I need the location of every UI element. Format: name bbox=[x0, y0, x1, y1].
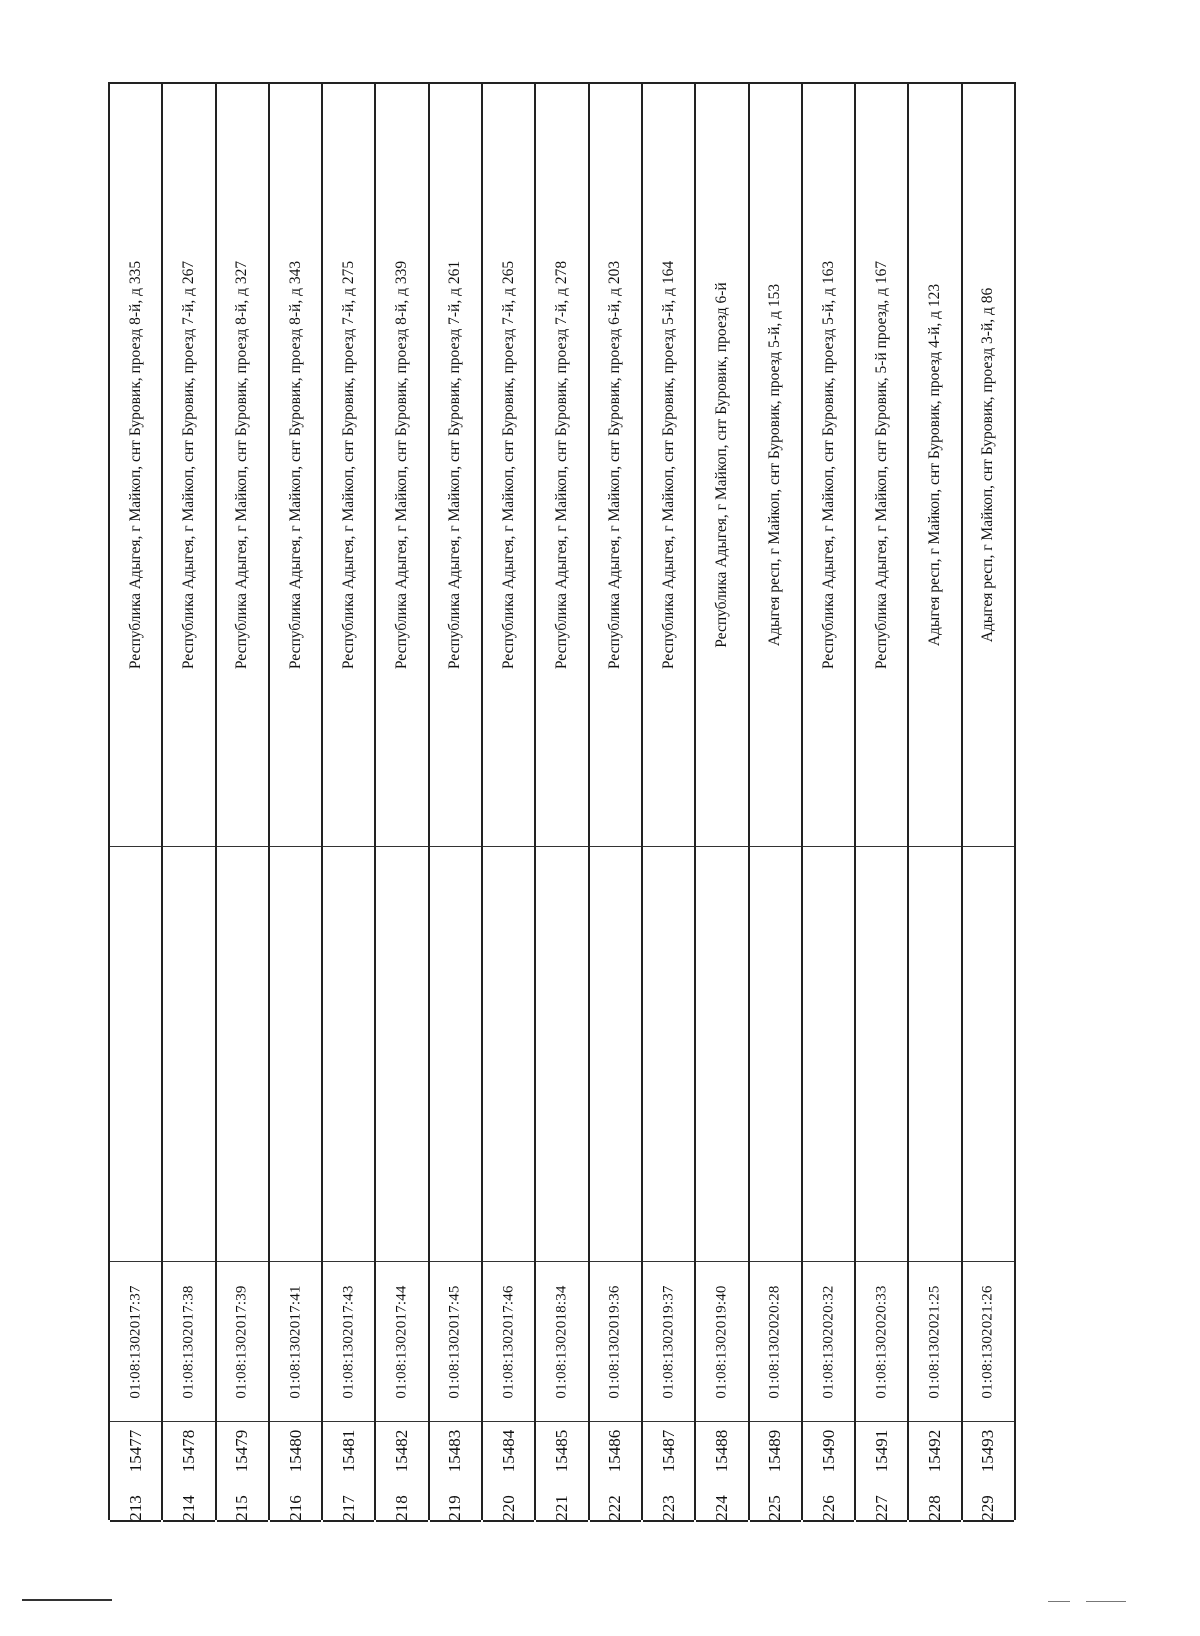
cadastral-number-cell bbox=[217, 1262, 268, 1422]
address-text: Республика Адыгея, г Майкоп, снт Буровик, проезд 7-й, д 261 bbox=[446, 260, 464, 670]
address-text: Республика Адыгея, г Майкоп, снт Буровик, проезд 6-й, д 203 bbox=[606, 260, 624, 670]
address-cell bbox=[750, 84, 801, 847]
cadastral-number-cell bbox=[963, 1262, 1014, 1422]
cadastral-number-cell bbox=[376, 1262, 427, 1422]
cadastral-number-text: 01:08:1302017:45 bbox=[446, 1284, 463, 1399]
object-id-cell bbox=[430, 1422, 481, 1522]
address-cell bbox=[909, 84, 960, 847]
cadastral-number-cell bbox=[536, 1262, 587, 1422]
cadastral-number-cell bbox=[163, 1262, 214, 1422]
row-number-text: 223 bbox=[658, 1495, 678, 1521]
address-cell bbox=[323, 84, 374, 847]
table-row bbox=[376, 84, 429, 1520]
row-number-text: 219 bbox=[445, 1495, 465, 1521]
object-id-text: 15482 bbox=[392, 1430, 412, 1473]
object-id-cell bbox=[803, 1422, 854, 1522]
address-cell bbox=[376, 84, 427, 847]
cadastral-number-text: 01:08:1302020:32 bbox=[820, 1284, 836, 1399]
table-row bbox=[696, 84, 749, 1520]
address-cell bbox=[856, 84, 907, 847]
row-number-text: 220 bbox=[498, 1495, 518, 1521]
cadastral-number-text: 01:08:1302020:33 bbox=[873, 1284, 890, 1399]
row-number-text: 229 bbox=[978, 1495, 998, 1521]
object-id-cell bbox=[909, 1422, 960, 1522]
row-number-text: 222 bbox=[605, 1495, 625, 1521]
empty-cell bbox=[643, 847, 694, 1262]
cadastral-number-text: 01:08:1302020:28 bbox=[766, 1284, 783, 1399]
cadastral-number-cell bbox=[803, 1262, 854, 1422]
object-id-cell bbox=[217, 1422, 268, 1522]
empty-cell bbox=[430, 847, 481, 1262]
address-cell bbox=[483, 84, 534, 847]
row-number-text: 216 bbox=[285, 1495, 305, 1521]
address-text: Республика Адыгея, г Майкоп, снт Буровик, проезд 7-й, д 275 bbox=[339, 260, 357, 670]
row-number-text: 218 bbox=[392, 1495, 412, 1521]
cadastral-number-cell bbox=[110, 1262, 161, 1422]
address-cell bbox=[270, 84, 321, 847]
table-row bbox=[909, 84, 962, 1520]
address-cell bbox=[803, 84, 854, 847]
address-cell bbox=[696, 84, 747, 847]
row-number-text: 226 bbox=[818, 1495, 838, 1521]
object-id-cell bbox=[643, 1422, 694, 1522]
scan-mark-bottom-right-2 bbox=[1086, 1601, 1126, 1602]
cadastral-number-cell bbox=[643, 1262, 694, 1422]
address-text: Республика Адыгея, г Майкоп, снт Буровик, 5-й проезд, д 167 bbox=[872, 260, 890, 670]
cadastral-number-text: 01:08:1302019:36 bbox=[606, 1284, 623, 1399]
address-text: Республика Адыгея, г Майкоп, снт Буровик, проезд 5-й, д 164 bbox=[659, 260, 677, 670]
cadastral-number-text: 01:08:1302017:41 bbox=[287, 1284, 304, 1399]
empty-cell bbox=[590, 847, 641, 1262]
address-text: Республика Адыгея, г Майкоп, снт Буровик, проезд 7-й, д 278 bbox=[553, 260, 571, 670]
empty-cell bbox=[483, 847, 534, 1262]
object-id-text: 15480 bbox=[285, 1430, 305, 1473]
object-id-text: 15486 bbox=[605, 1430, 625, 1473]
object-id-cell bbox=[110, 1422, 161, 1522]
empty-cell bbox=[536, 847, 587, 1262]
object-id-text: 15485 bbox=[552, 1430, 572, 1473]
empty-cell bbox=[750, 847, 801, 1262]
cadastral-number-text: 01:08:1302019:40 bbox=[713, 1284, 730, 1399]
address-text: Адыгея респ, г Майкоп, снт Буровик, проезд 3-й, д 86 bbox=[979, 287, 997, 643]
empty-cell bbox=[803, 847, 854, 1262]
cadastral-number-text: 01:08:1302021:25 bbox=[926, 1284, 943, 1399]
row-number-text: 217 bbox=[338, 1495, 358, 1521]
empty-cell bbox=[163, 847, 214, 1262]
table-row bbox=[750, 84, 803, 1520]
address-text: Республика Адыгея, г Майкоп, снт Буровик, проезд 8-й, д 339 bbox=[393, 260, 411, 670]
table-row bbox=[963, 84, 1016, 1520]
address-text: Республика Адыгея, г Майкоп, снт Буровик, проезд 6-й bbox=[712, 282, 730, 648]
object-id-cell bbox=[590, 1422, 641, 1522]
cadastral-number-cell bbox=[856, 1262, 907, 1422]
table-row bbox=[803, 84, 856, 1520]
cadastral-number-text: 01:08:1302017:39 bbox=[233, 1284, 250, 1399]
row-number-text: 213 bbox=[125, 1495, 145, 1521]
empty-cell bbox=[963, 847, 1014, 1262]
empty-cell bbox=[909, 847, 960, 1262]
empty-cell bbox=[323, 847, 374, 1262]
object-id-text: 15481 bbox=[338, 1430, 358, 1473]
object-id-text: 15484 bbox=[498, 1430, 518, 1473]
object-id-cell bbox=[323, 1422, 374, 1522]
empty-cell bbox=[217, 847, 268, 1262]
cadastral-number-text: 01:08:1302021:26 bbox=[979, 1284, 996, 1399]
cadastral-number-cell bbox=[270, 1262, 321, 1422]
cadastral-number-cell bbox=[483, 1262, 534, 1422]
cadastral-number-text: 01:08:1302018:34 bbox=[553, 1284, 570, 1399]
address-cell bbox=[963, 84, 1014, 847]
address-cell bbox=[536, 84, 587, 847]
table-row bbox=[430, 84, 483, 1520]
scan-mark-bottom-right-1 bbox=[1048, 1601, 1070, 1602]
empty-cell bbox=[376, 847, 427, 1262]
object-id-text: 15493 bbox=[978, 1430, 998, 1473]
object-id-text: 15487 bbox=[658, 1430, 678, 1473]
object-id-cell bbox=[163, 1422, 214, 1522]
cadastral-number-cell bbox=[430, 1262, 481, 1422]
table-row bbox=[217, 84, 270, 1520]
address-cell bbox=[217, 84, 268, 847]
empty-cell bbox=[856, 847, 907, 1262]
row-number-text: 224 bbox=[711, 1495, 731, 1521]
row-number-text: 227 bbox=[871, 1495, 891, 1521]
address-text: Республика Адыгея, г Майкоп, снт Буровик, проезд 7-й, д 267 bbox=[179, 260, 197, 670]
table-row bbox=[590, 84, 643, 1520]
object-id-cell bbox=[376, 1422, 427, 1522]
address-cell bbox=[643, 84, 694, 847]
object-id-text: 15491 bbox=[871, 1430, 891, 1473]
object-id-cell bbox=[750, 1422, 801, 1522]
address-cell bbox=[590, 84, 641, 847]
address-cell bbox=[430, 84, 481, 847]
address-text: Республика Адыгея, г Майкоп, снт Буровик, проезд 8-й, д 343 bbox=[286, 260, 304, 670]
cadastral-number-cell bbox=[323, 1262, 374, 1422]
address-text: Адыгея респ, г Майкоп, снт Буровик, проезд 5-й, д 153 bbox=[766, 283, 784, 647]
scan-mark-bottom-left bbox=[22, 1599, 112, 1601]
address-text: Республика Адыгея, г Майкоп, снт Буровик, проезд 7-й, д 265 bbox=[499, 260, 517, 670]
address-text: Адыгея респ, г Майкоп, снт Буровик, проезд 4-й, д 123 bbox=[926, 283, 944, 647]
row-number-text: 225 bbox=[765, 1495, 785, 1521]
object-id-text: 15490 bbox=[818, 1430, 838, 1473]
row-number-text: 221 bbox=[552, 1495, 572, 1521]
table-row bbox=[270, 84, 323, 1520]
table-row bbox=[856, 84, 909, 1520]
cadastral-number-cell bbox=[909, 1262, 960, 1422]
address-cell bbox=[110, 84, 161, 847]
cadastral-number-cell bbox=[750, 1262, 801, 1422]
address-text: Республика Адыгея, г Майкоп, снт Буровик, проезд 8-й, д 335 bbox=[126, 260, 144, 670]
row-number-text: 228 bbox=[925, 1495, 945, 1521]
cadastral-number-cell bbox=[696, 1262, 747, 1422]
empty-cell bbox=[270, 847, 321, 1262]
table-row bbox=[163, 84, 216, 1520]
object-id-text: 15477 bbox=[125, 1430, 145, 1473]
object-id-cell bbox=[270, 1422, 321, 1522]
object-id-cell bbox=[696, 1422, 747, 1522]
table-row bbox=[643, 84, 696, 1520]
table-row bbox=[536, 84, 589, 1520]
cadastral-number-text: 01:08:1302017:46 bbox=[500, 1284, 517, 1399]
cadastral-number-text: 01:08:1302017:38 bbox=[180, 1284, 197, 1399]
object-id-text: 15478 bbox=[178, 1430, 198, 1473]
address-text: Республика Адыгея, г Майкоп, снт Буровик, проезд 5-й, д 163 bbox=[819, 260, 837, 670]
empty-cell bbox=[696, 847, 747, 1262]
address-text: Республика Адыгея, г Майкоп, снт Буровик, проезд 8-й, д 327 bbox=[233, 260, 251, 670]
object-id-text: 15489 bbox=[765, 1430, 785, 1473]
object-id-text: 15479 bbox=[232, 1430, 252, 1473]
row-number-text: 214 bbox=[178, 1495, 198, 1521]
table-row bbox=[483, 84, 536, 1520]
cadastral-number-text: 01:08:1302017:43 bbox=[340, 1284, 357, 1399]
object-id-text: 15492 bbox=[925, 1430, 945, 1473]
address-cell bbox=[163, 84, 214, 847]
cadastral-number-text: 01:08:1302017:44 bbox=[393, 1284, 410, 1399]
cadastral-number-text: 01:08:1302017:37 bbox=[127, 1284, 144, 1399]
object-id-cell bbox=[536, 1422, 587, 1522]
table-row bbox=[323, 84, 376, 1520]
document-table bbox=[108, 82, 1016, 1520]
object-id-cell bbox=[963, 1422, 1014, 1522]
object-id-cell bbox=[483, 1422, 534, 1522]
object-id-text: 15483 bbox=[445, 1430, 465, 1473]
row-number-text: 215 bbox=[232, 1495, 252, 1521]
table-row bbox=[110, 84, 163, 1520]
cadastral-number-cell bbox=[590, 1262, 641, 1422]
object-id-cell bbox=[856, 1422, 907, 1522]
empty-cell bbox=[110, 847, 161, 1262]
cadastral-number-text: 01:08:1302019:37 bbox=[660, 1284, 677, 1399]
object-id-text: 15488 bbox=[711, 1430, 731, 1473]
